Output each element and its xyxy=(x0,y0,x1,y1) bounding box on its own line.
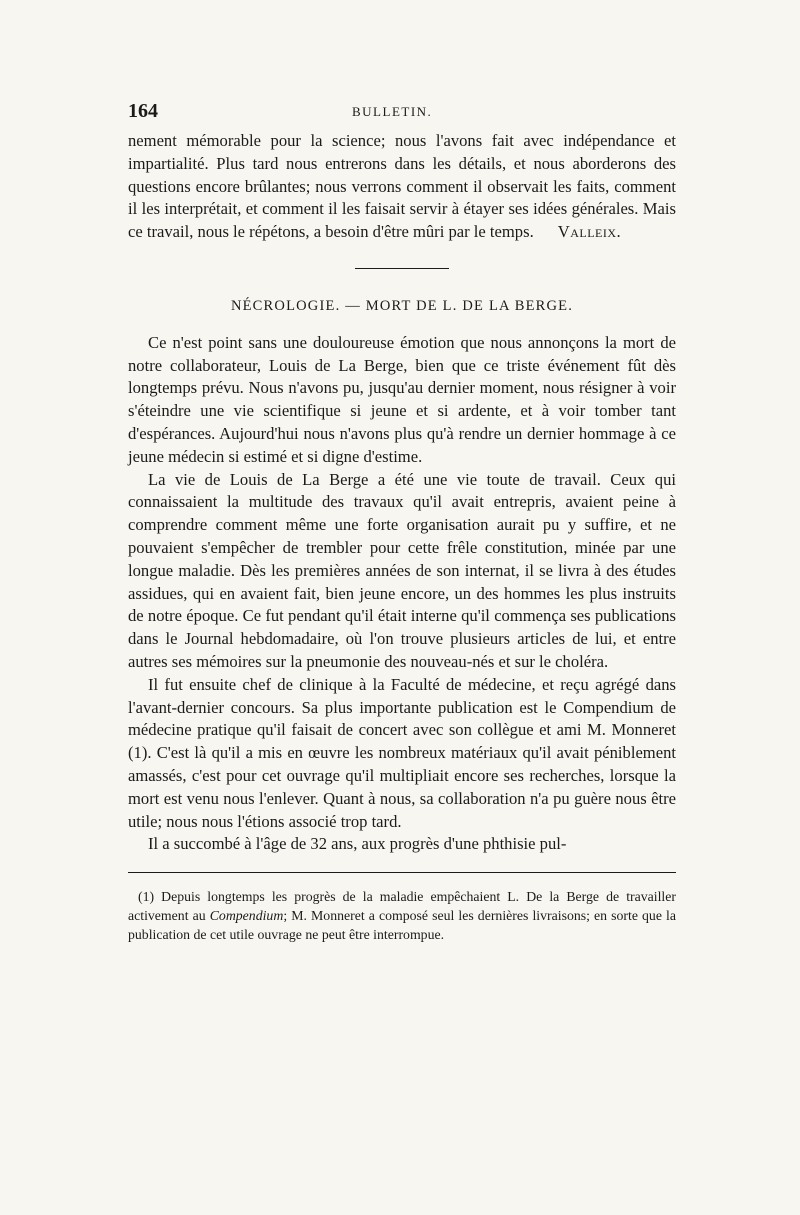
section-title: NÉCROLOGIE. — MORT DE L. DE LA BERGE. xyxy=(230,297,574,314)
running-title: BULLETIN. xyxy=(352,104,433,119)
paragraph-1: Ce n'est point sans une douloureuse émotion que nous annonçons la mort de notre collaborateur, Louis de La Berge, bien que ce triste événement fût dès longtemps prévu. Nous n'avons pu, jusqu'au dernier moment, nous résigner à voir s'éteindre une vie scientifique si jeune et si ardente, et à voir tomber tant d'espérances. Aujourd'hui nous n'avons plus qu'à rendre un dernier hommage à ce jeune médecin si estimé et si digne d'estime. xyxy=(128,332,676,466)
opening-paragraph-text: nement mémorable pour la science; nous l'avons fait avec indépendance et impartialité. Plus tard nous entrerons dans les détails, et nous aborderons des questions encore brûlantes; nous verrons comment il observait les faits, comment il les interprétait, et comment il les faisait servir à étayer ses idées générales. Mais ce travail, nous le répétons, a besoin d'être mûri par le temps. xyxy=(128,131,676,242)
footnote-italic-title: Compendium xyxy=(209,907,284,923)
footnote-text-start: (1) Depuis longtemps les progrès de la maladie empêchaient L. De la Berge de travailler activement au xyxy=(128,888,676,923)
author-signature: Valleix. xyxy=(557,222,622,242)
running-header xyxy=(128,100,676,130)
paragraph-2: La vie de Louis de La Berge a été une vie toute de travail. Ceux qui connaissaient la multitude des travaux qu'il avait entrepris, avaient peine à comprendre comment même une forte organisation aurait pu y suffire, et ne pouvaient s'empêcher de trembler pour cette frêle constitution, minée par une longue maladie. Dès les premières années de son internat, il se livra à des études assidues, qui en avaient fait, bien jeune encore, un des hommes les plus instruits de notre époque. Ce fut pendant qu'il était interne qu'il commença ses publications dans le Journal hebdomadaire, où l'on trouve plusieurs articles de lui, et entre autres ses mémoires sur la pneumonie des nouveau-nés et sur le choléra. xyxy=(128,469,676,671)
footnote-divider xyxy=(128,872,676,873)
paragraph-4: Il a succombé à l'âge de 32 ans, aux progrès d'une phthisie pul- xyxy=(148,834,567,854)
page-number: 164 xyxy=(128,100,158,122)
paragraph-3: Il fut ensuite chef de clinique à la Faculté de médecine, et reçu agrégé dans l'avant-dernier concours. Sa plus importante publication est le Compendium de médecine pratique qu'il faisait de concert avec son collègue et ami M. Monneret (1). C'est là qu'il a mis en œuvre les nombreux matériaux qu'il avait péniblement amassés, c'est pour cet ouvrage qu'il multipliait encore ses recherches, lorsque la mort est venu nous l'enlever. Quant à nous, sa collaboration n'a pu guère nous être utile; nous nous l'étions associé trop tard. xyxy=(128,674,676,831)
book-page xyxy=(128,100,676,958)
footnote xyxy=(128,887,676,944)
footnote-text-end: ; M. Monneret a composé seul les dernières livraisons; en sorte que la publication de cet utile ouvrage ne peut être interrompue. xyxy=(128,907,676,942)
main-text xyxy=(128,130,676,856)
opening-paragraph xyxy=(128,130,676,244)
section-divider xyxy=(355,268,449,269)
